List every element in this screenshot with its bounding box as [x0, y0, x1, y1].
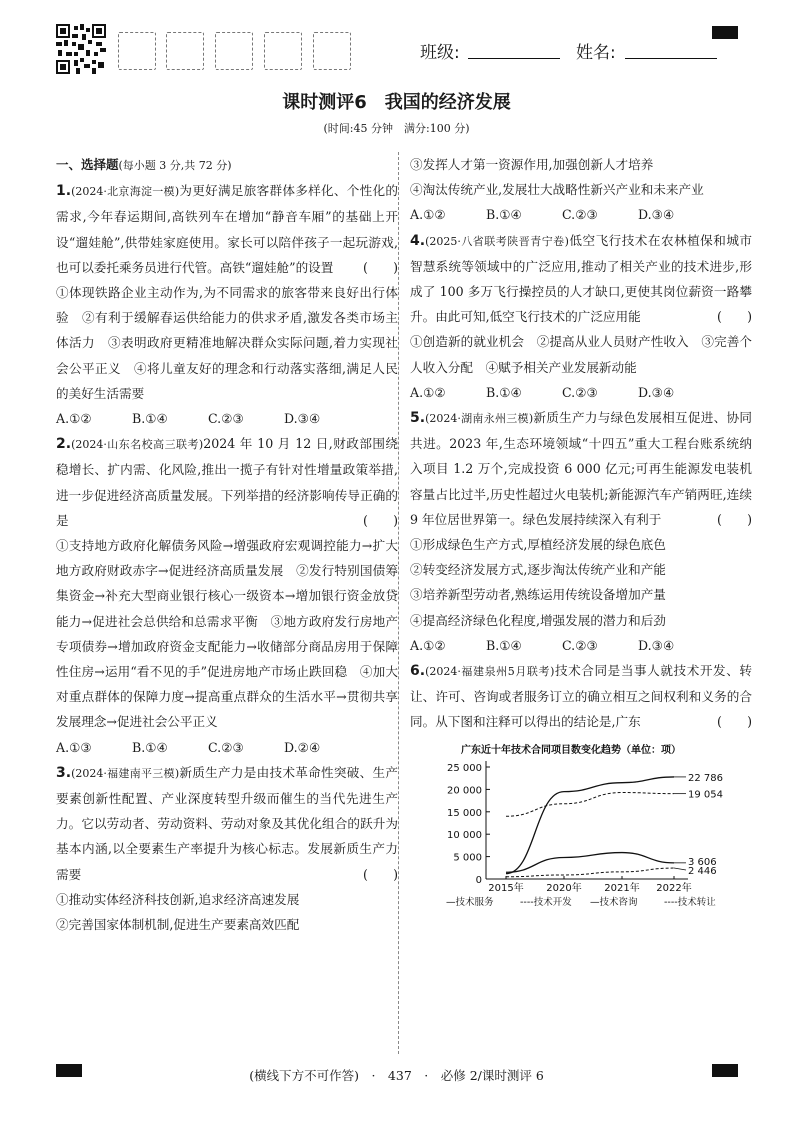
legend-item-1: ----技术开发: [520, 896, 572, 908]
question-stem: 2024 年 10 月 12 日,财政部围绕稳增长、扩内需、化风险,推出一揽子有针对性增量政策举措,进一步促进经济高质量发展。下列举措的经济影响传导正确的是: [56, 436, 399, 528]
answer-paren[interactable]: ( ): [716, 309, 752, 325]
question-5-options: [410, 633, 752, 658]
question-5-stem: [410, 405, 752, 532]
question-source: (2024·福建泉州5月联考): [425, 665, 555, 679]
option-b[interactable]: B.①④: [132, 739, 168, 755]
page-subtitle: (时间:45 分钟 满分:100 分): [323, 122, 470, 135]
y-tick-label: 10 000: [447, 829, 482, 841]
question-5-statement: ①形成绿色生产方式,厚植经济发展的绿色底色: [410, 537, 666, 553]
question-stem: 新质生产力与绿色发展相互促进、协同共进。2023 年,生态环境领域“十四五”重大工程台账系统纳入项目 1.2 万个,完成投资 6 000 亿元;可再生能源发电装机容量占比过半,历史性超过火电装机;新能源汽车产销两旺,连续 9 年位居世界第一。绿色发展持续深入有利于: [410, 410, 752, 527]
option-b[interactable]: B.①④: [486, 637, 522, 653]
question-3-statement: ④淘汰传统产业,发展壮大战略性新兴产业和未来产业: [410, 182, 704, 198]
option-a[interactable]: A.①②: [410, 207, 446, 223]
chart-title: 广东近十年技术合同项目数变化趋势（单位：项）: [461, 744, 681, 756]
series-line-3: [506, 868, 674, 877]
option-d[interactable]: D.③④: [638, 384, 675, 400]
y-tick-label: 0: [475, 874, 482, 886]
page-footer: (横线下方不可作答) · 437 · 必修 2/课时测评 6: [249, 1068, 544, 1083]
y-tick-label: 5 000: [453, 852, 482, 864]
question-4-stem: [410, 228, 752, 330]
name-label: 姓名:: [576, 43, 616, 63]
answer-paren[interactable]: ( ): [716, 714, 752, 730]
question-number: 4.: [410, 232, 426, 249]
end-label-leader: [674, 868, 686, 870]
option-c[interactable]: C.②③: [208, 411, 244, 427]
question-3-statement: ②完善国家体制机制,促进生产要素高效匹配: [56, 917, 300, 933]
question-3-statement: ①推动实体经济科技创新,追求经济高速发展: [56, 891, 300, 907]
question-2-options: [56, 735, 398, 760]
contract-chart: [410, 741, 752, 916]
legend-item-0: —技术服务: [446, 896, 494, 908]
question-6-stem: [410, 658, 752, 735]
question-stem: 技术合同是当事人就技术开发、转让、许可、咨询或者服务订立的确立相互之间权利和义务的合同。从下图和注释可以得出的结论是,广东: [410, 663, 753, 730]
option-c[interactable]: C.②③: [208, 739, 244, 755]
option-d[interactable]: D.③④: [284, 411, 321, 427]
y-tick-label: 20 000: [447, 785, 482, 797]
series-line-2: [506, 852, 674, 872]
question-3-options: [410, 202, 752, 227]
answer-box: [215, 32, 253, 70]
option-d[interactable]: D.③④: [638, 637, 675, 653]
question-2-statements: ①支持地方政府化解债务风险→增强政府宏观调控能力→扩大地方政府财政赤字→促进经济高质量发展 ②发行特别国债筹集资金→补充大型商业银行核心一级资本→增加银行资金放贷能力→促进社会总供给和总需求平衡 ③地方政府发行房地产专项债券→增加政府资金支配能力→收储部分商品房用于保障性住房→运用“看不见的手”促进房地产市场止跌回稳 ④加大对重点群体的保障力度→提高重点群众的生活水平→贯彻共享发展理念→促进社会公平正义: [56, 538, 398, 730]
option-b[interactable]: B.①④: [132, 411, 168, 427]
option-a[interactable]: A.①②: [410, 384, 446, 400]
option-d[interactable]: D.②④: [284, 739, 321, 755]
question-number: 2.: [56, 436, 72, 453]
question-1-options: [56, 406, 398, 431]
question-number: 6.: [410, 663, 426, 680]
section-title: 一、选择题: [56, 157, 119, 172]
option-b[interactable]: B.①④: [486, 384, 522, 400]
option-c[interactable]: C.②③: [562, 384, 598, 400]
question-4-statements: ①创造新的就业机会 ②提高从业人员财产性收入 ③完善个人收入分配 ④赋予相关产业发展新动能: [410, 334, 752, 375]
class-field[interactable]: [468, 58, 560, 59]
question-3-statement: ③发挥人才第一资源作用,加强创新人才培养: [410, 157, 654, 172]
option-c[interactable]: C.②③: [562, 207, 598, 223]
corner-mark: [712, 26, 738, 39]
question-number: 5.: [410, 410, 426, 427]
question-5-statement: ④提高经济绿色化程度,增强发展的潜力和后劲: [410, 612, 666, 628]
legend-item-2: —技术咨询: [590, 896, 638, 908]
answer-box: [313, 32, 351, 70]
question-5-statement: ③培养新型劳动者,熟练运用传统设备增加产量: [410, 587, 666, 603]
page-title: 课时测评6 我国的经济发展: [282, 92, 511, 113]
question-source: (2024·北京海淀一模): [71, 185, 180, 199]
answer-box: [264, 32, 302, 70]
question-stem: 低空飞行技术在农林植保和城市智慧系统等领域中的广泛应用,推动了相关产业的技术进步,形成了 100 多万飞行操控员的人才缺口,更使其岗位薪资一路攀升。由此可知,低空飞行技术的广泛应用能: [410, 232, 753, 325]
end-label-2: 3 606: [688, 856, 717, 868]
end-label-3: 2 446: [688, 865, 717, 877]
question-number: 1.: [56, 183, 72, 200]
question-source: (2025·八省联考陕晋青宁卷): [425, 234, 569, 248]
x-tick-label: 2022年: [656, 882, 692, 894]
question-2-stem: [56, 431, 398, 533]
answer-box: [118, 32, 156, 70]
option-b[interactable]: B.①④: [486, 207, 522, 223]
question-number: 3.: [56, 764, 72, 781]
answer-paren[interactable]: ( ): [362, 512, 398, 528]
series-line-1: [506, 792, 674, 816]
option-d[interactable]: D.③④: [638, 207, 675, 223]
option-a[interactable]: A.①③: [56, 739, 92, 755]
option-c[interactable]: C.②③: [562, 637, 598, 653]
question-source: (2024·福建南平三模): [71, 766, 180, 780]
section-header: [56, 152, 398, 178]
question-1-statements: ①体现铁路企业主动作为,为不同需求的旅客带来良好出行体验 ②有利于缓解春运供给能力的供求矛盾,激发各类市场主体活力 ③表明政府更精准地解决群众实际问题,着力实现社会公平正义 ④将儿童友好的理念和行动落实落细,满足人民的美好生活需要: [56, 285, 398, 401]
end-label-1: 19 054: [688, 789, 723, 801]
question-source: (2024·湖南永州三模): [425, 412, 534, 426]
question-3-stem: [56, 760, 398, 887]
name-field[interactable]: [625, 58, 717, 59]
answer-paren[interactable]: ( ): [362, 259, 398, 275]
question-stem: 为更好满足旅客群体多样化、个性化的需求,今年春运期间,高铁列车在增加“静音车厢”的基础上开设“遛娃舱”,供带娃家庭使用。家长可以陪伴孩子一起玩游戏,也可以委托乘务员进行代管。高铁“遛娃舱”的设置: [56, 183, 398, 275]
y-tick-label: 15 000: [447, 807, 482, 819]
end-label-0: 22 786: [688, 772, 723, 784]
x-tick-label: 2021年: [604, 882, 640, 894]
chart-svg: [410, 741, 752, 916]
question-4-options: [410, 380, 752, 405]
answer-paren[interactable]: ( ): [716, 511, 752, 527]
x-tick-label: 2015年: [488, 882, 524, 894]
question-stem: 新质生产力是由技术革命性突破、生产要素创新性配置、产业深度转型升级而催生的当代先进生产力。它以劳动者、劳动资料、劳动对象及其优化组合的跃升为基本内涵,以全要素生产率提升为核心标志。发展新质生产力需要: [56, 764, 398, 882]
x-tick-label: 2020年: [546, 882, 582, 894]
option-a[interactable]: A.①②: [410, 637, 446, 653]
qr-code: [56, 24, 106, 74]
y-tick-label: 25 000: [447, 762, 482, 774]
answer-paren[interactable]: ( ): [362, 866, 398, 882]
question-source: (2024·山东名校高三联考): [71, 438, 204, 452]
column-divider: [398, 152, 399, 1054]
class-label: 班级:: [420, 43, 460, 63]
section-note: (每小题 3 分,共 72 分): [118, 159, 232, 172]
question-1-stem: [56, 178, 398, 280]
series-line-0: [506, 777, 674, 874]
option-a[interactable]: A.①②: [56, 411, 92, 427]
legend-item-3: ----技术转让: [664, 896, 716, 908]
left-column: [56, 152, 398, 937]
right-column: [410, 152, 752, 916]
answer-box: [166, 32, 204, 70]
question-5-statement: ②转变经济发展方式,逐步淘汰传统产业和产能: [410, 562, 666, 578]
